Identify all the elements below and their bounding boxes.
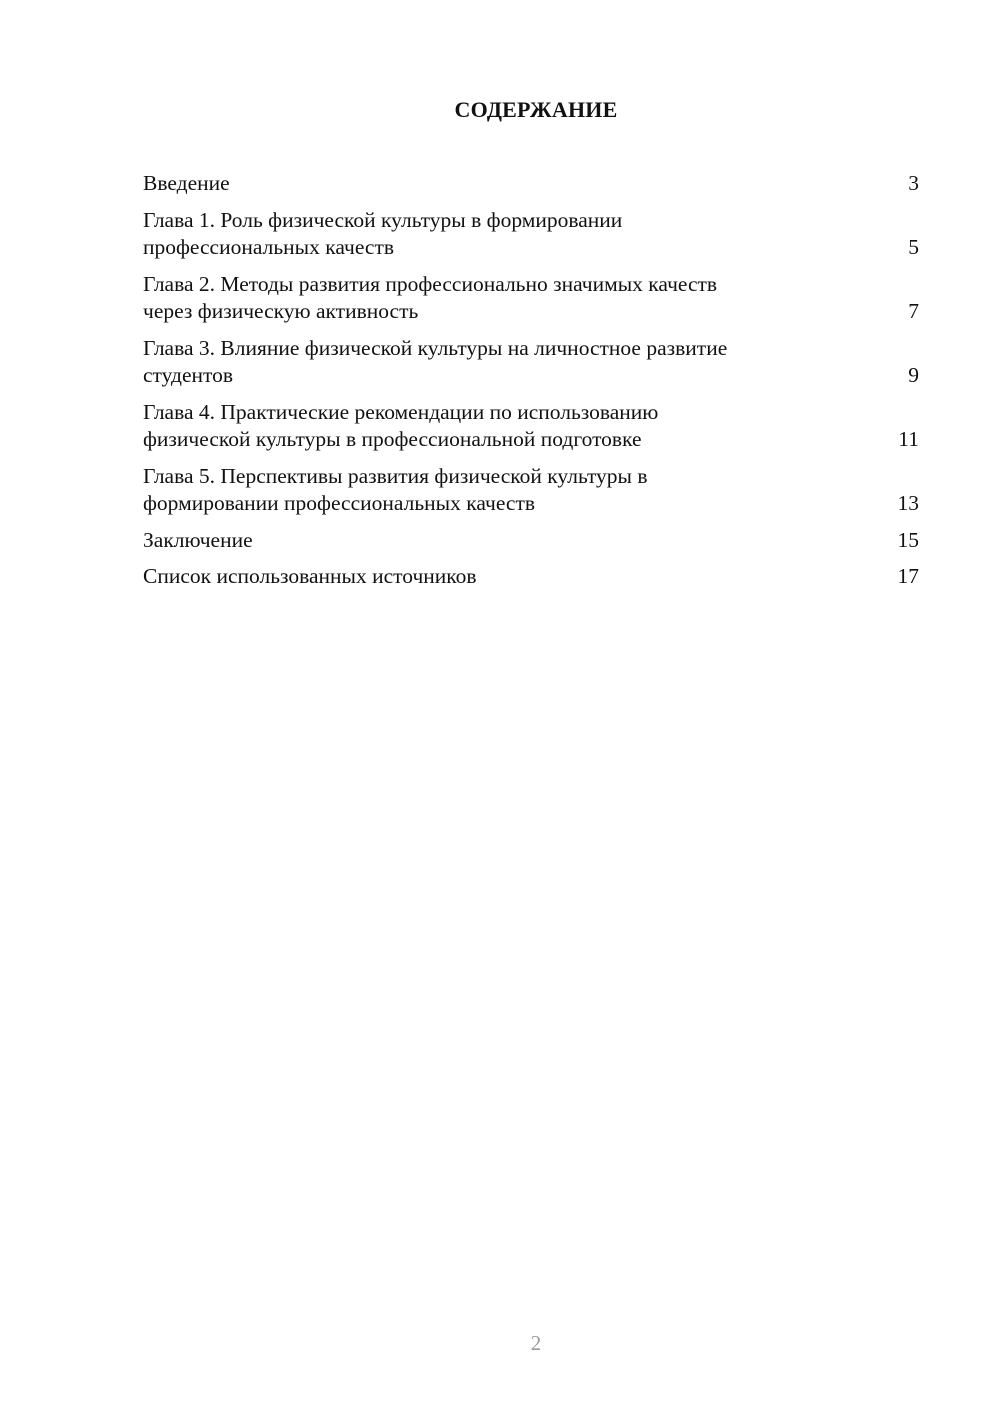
toc-entry-chapter-5 bbox=[143, 463, 919, 518]
toc-entry-line: Глава 1. Роль физической культуры в формировании bbox=[143, 207, 623, 232]
toc-entry-text bbox=[143, 563, 889, 591]
toc-entry-line: Глава 2. Методы развития профессионально значимых качеств bbox=[143, 271, 718, 296]
toc-entry-chapter-1 bbox=[143, 207, 919, 262]
toc-entry-conclusion bbox=[143, 527, 919, 555]
toc-entry-line: Список использованных источников bbox=[143, 564, 477, 588]
toc-entry-text bbox=[143, 170, 889, 198]
toc-entry-page: 7 bbox=[908, 299, 919, 323]
toc-entry-line: физической культуры в профессиональной подготовке bbox=[143, 427, 642, 451]
toc-entry-line: студентов bbox=[143, 363, 234, 387]
toc-entry-chapter-3 bbox=[143, 335, 919, 390]
toc-entry-references bbox=[143, 563, 919, 591]
toc-entry-page: 15 bbox=[897, 527, 919, 552]
toc-entry-chapter-4 bbox=[143, 399, 919, 454]
toc-entry-chapter-2 bbox=[143, 271, 919, 326]
toc-entry-text bbox=[143, 271, 889, 326]
toc-entry-text bbox=[143, 399, 889, 454]
toc-entry-line: Заключение bbox=[143, 527, 253, 552]
table-of-contents bbox=[143, 170, 919, 600]
toc-entry-line: профессиональных качеств bbox=[143, 235, 394, 259]
toc-entry-page: 9 bbox=[908, 363, 919, 387]
toc-entry-page: 11 bbox=[898, 427, 919, 451]
toc-entry-text bbox=[143, 527, 889, 555]
toc-entry-text bbox=[143, 335, 889, 390]
toc-entry-page: 13 bbox=[897, 491, 919, 515]
toc-title: СОДЕРЖАНИЕ bbox=[454, 97, 618, 122]
toc-entry-page: 17 bbox=[897, 564, 919, 588]
toc-entry-page: 5 bbox=[908, 235, 919, 259]
toc-entry-text bbox=[143, 463, 889, 518]
toc-entry-line: Глава 4. Практические рекомендации по использованию bbox=[143, 399, 659, 424]
toc-entry-text bbox=[143, 207, 889, 262]
toc-entry-line: Глава 5. Перспективы развития физической культуры в bbox=[143, 463, 648, 488]
toc-entry-line: Глава 3. Влияние физической культуры на личностное развитие bbox=[143, 335, 728, 360]
toc-entry-introduction bbox=[143, 170, 919, 198]
toc-entry-line: формировании профессиональных качеств bbox=[143, 491, 536, 515]
toc-entry-line: через физическую активность bbox=[143, 299, 419, 323]
toc-entry-page: 3 bbox=[908, 171, 919, 195]
toc-entry-line: Введение bbox=[143, 171, 230, 195]
page-number: 2 bbox=[530, 1331, 542, 1355]
